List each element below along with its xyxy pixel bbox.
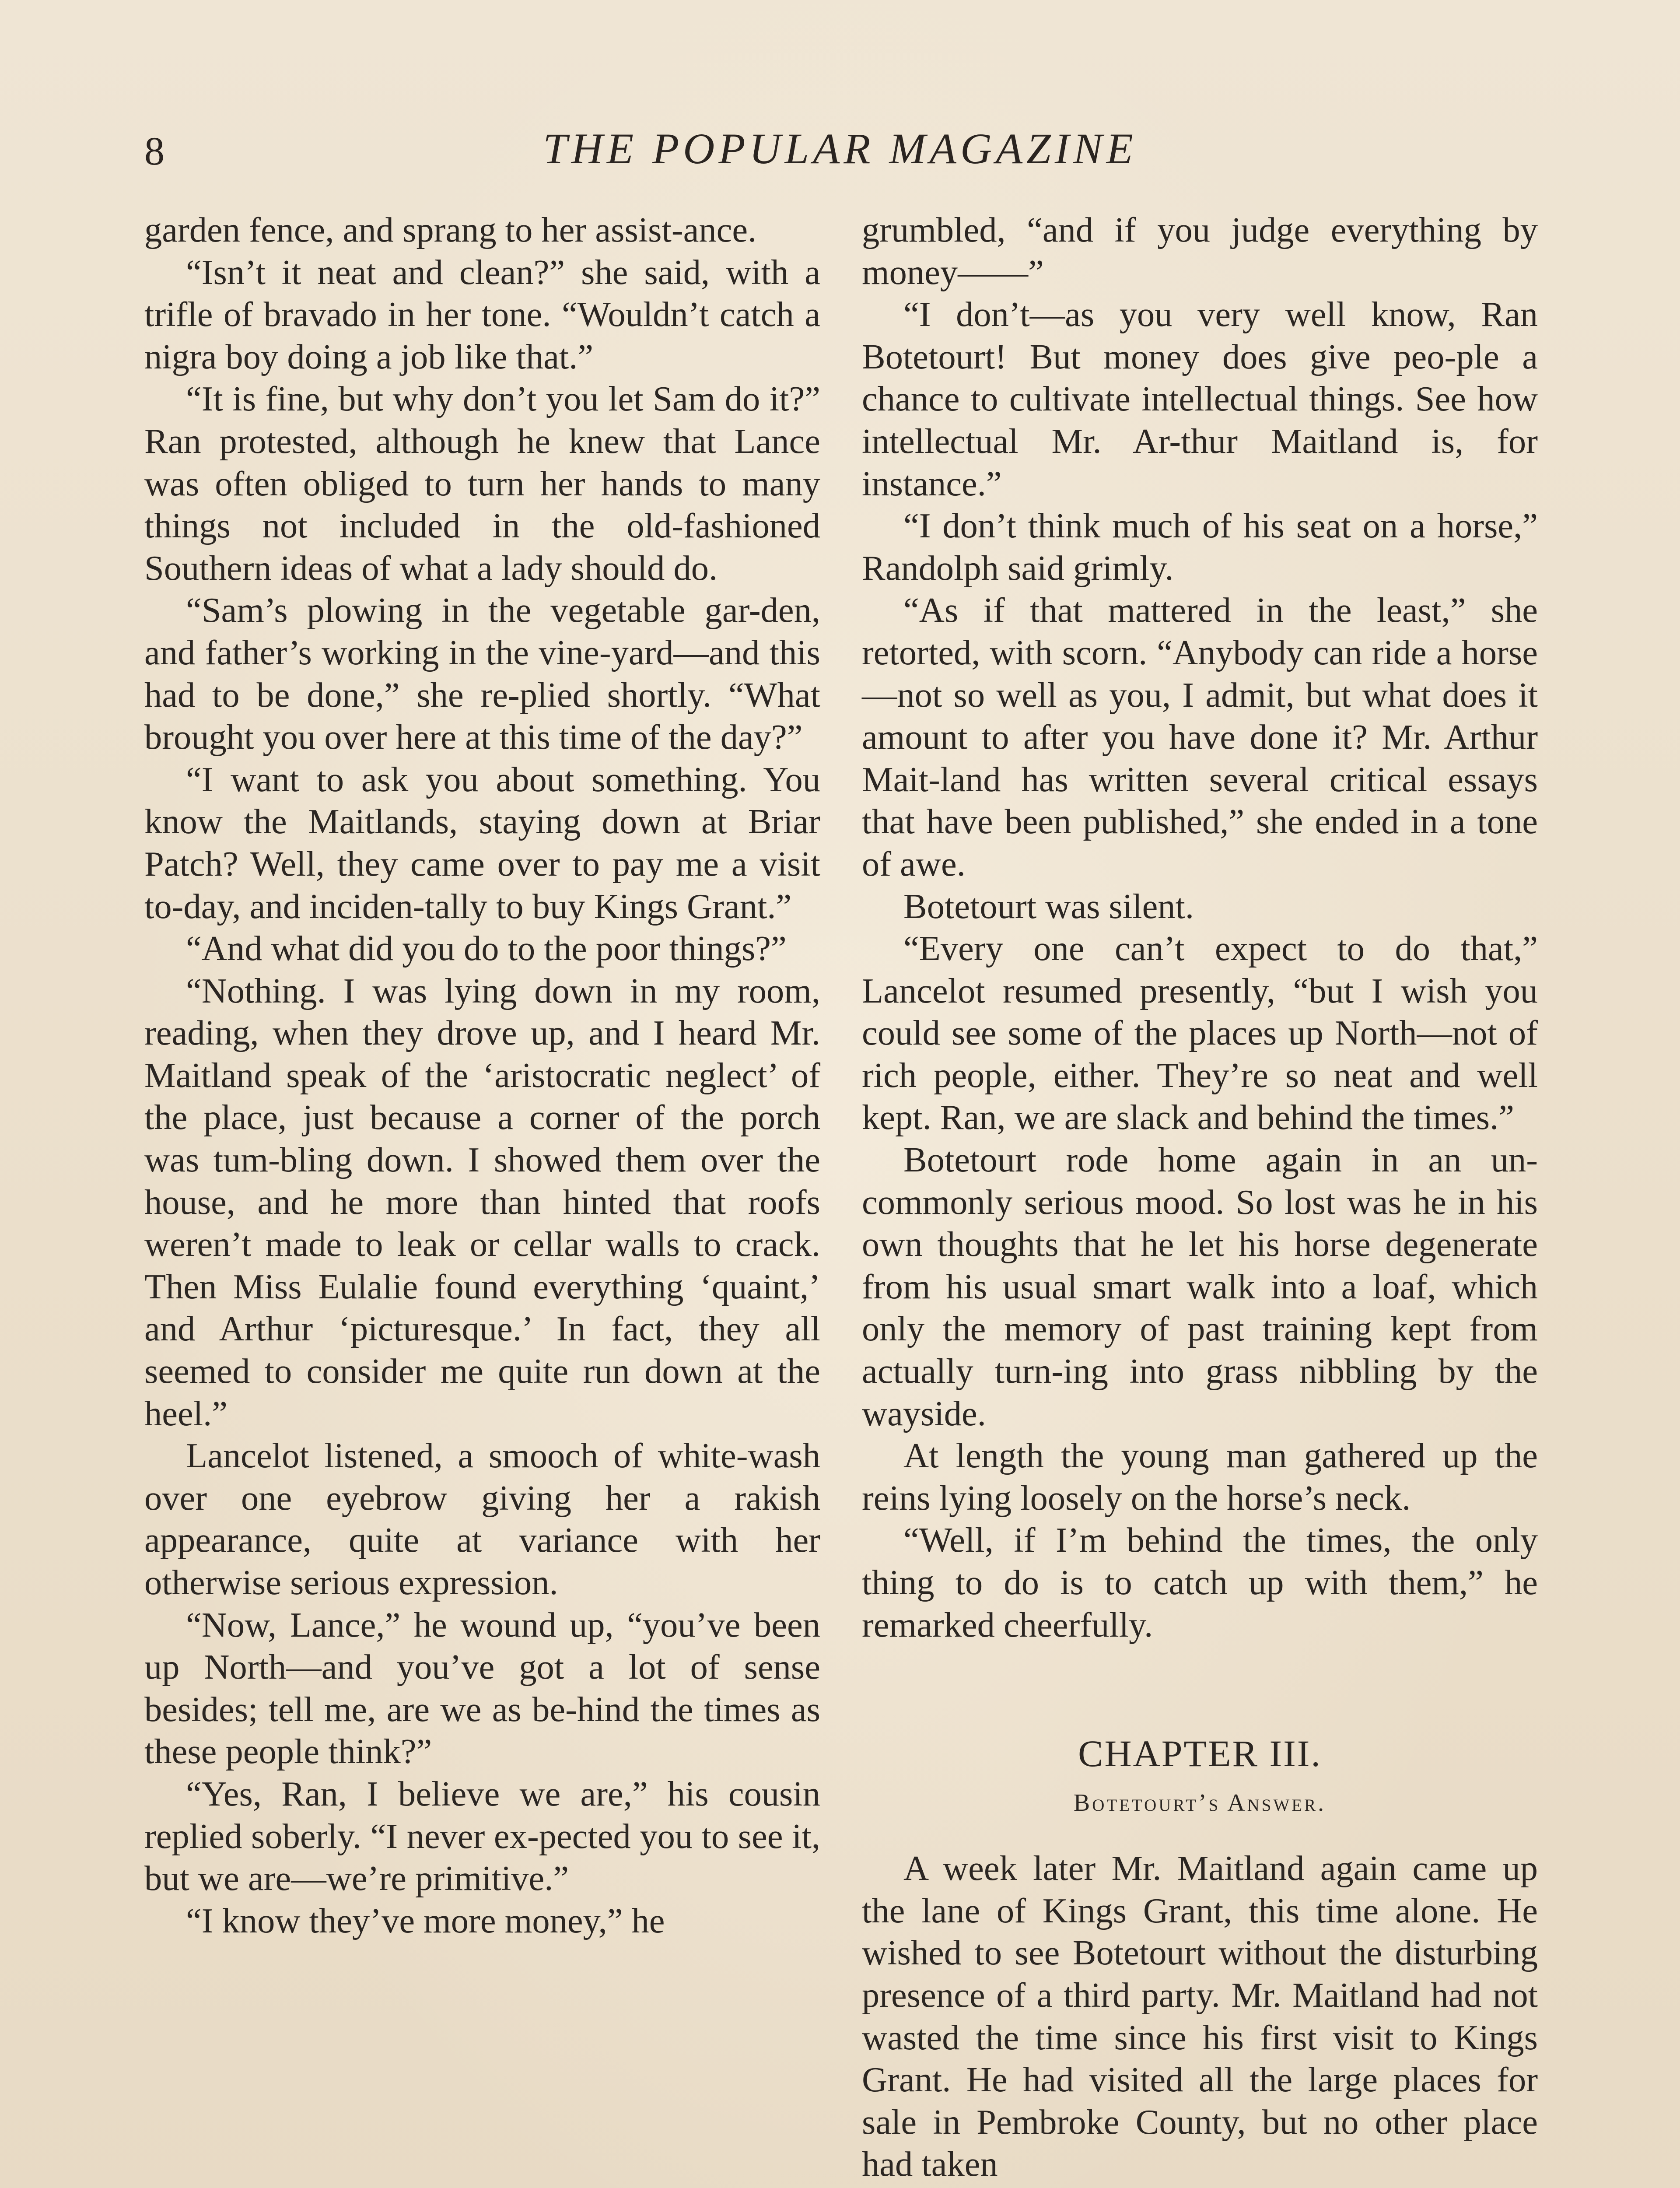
chapter-heading: CHAPTER III. [1078, 1732, 1322, 1775]
paragraph: “And what did you do to the poor things?” [186, 929, 787, 968]
paragraph: “It is fine, but why don’t you let Sam do it?” Ran protested, although he knew that Lance was often obliged to turn her hands to many things not included in the old-fashioned Southern ideas of what a lady should do. [144, 379, 820, 588]
page-number: 8 [144, 129, 164, 173]
paragraph: “Well, if I’m behind the times, the only thing to do is to catch up with them,” he remarked cheerfully. [862, 1521, 1538, 1645]
paragraph: “Yes, Ran, I believe we are,” his cousin replied soberly. “I never ex-pected you to see it, but we are—we’re primitive.” [144, 1774, 820, 1898]
paragraph: grumbled, “and if you judge everything by money——” [862, 210, 1538, 292]
paragraph: At length the young man gathered up the reins lying loosely on the horse’s neck. [862, 1436, 1538, 1518]
left-column [144, 209, 820, 1942]
paragraph: A week later Mr. Maitland again came up the lane of Kings Grant, this time alone. He wished to see Botetourt without the disturbing presence of a third party. Mr. Maitland had not wasted the time since his first visit to Kings Grant. He had visited all the large places for sale in Pembroke County, but no other place had taken [862, 1849, 1538, 2184]
paragraph: “Isn’t it neat and clean?” she said, with a trifle of bravado in her tone. “Wouldn’t catch a nigra boy doing a job like that.” [144, 252, 820, 376]
paragraph: Botetourt was silent. [903, 887, 1194, 926]
paragraph: “I don’t think much of his seat on a horse,” Randolph said grimly. [862, 506, 1538, 588]
paragraph: “As if that mattered in the least,” she retorted, with scorn. “Anybody can ride a horse—not so well as you, I admit, but what does it amount to after you have done it? Mr. Arthur Mait-land has written several critical essays that have been published,” she ended in a tone of awe. [862, 591, 1538, 884]
paragraph: Lancelot listened, a smooch of white-wash over one eyebrow giving her a rakish appearance, quite at variance with her otherwise serious expression. [144, 1436, 820, 1602]
paragraph: “I know they’ve more money,” he [186, 1901, 665, 1940]
right-column [862, 209, 1538, 2186]
page-header [144, 123, 1536, 184]
paragraph: “I don’t—as you very well know, Ran Botetourt! But money does give peo-ple a chance to cultivate intellectual things. See how intellectual Mr. Ar-thur Maitland is, for instance.” [862, 295, 1538, 503]
paragraph: garden fence, and sprang to her assist-ance. [144, 210, 757, 249]
running-title: THE POPULAR MAGAZINE [543, 124, 1137, 173]
paragraph: “Now, Lance,” he wound up, “you’ve been up North—and you’ve got a lot of sense besides; tell me, are we as be-hind the times as these people think?” [144, 1605, 820, 1771]
paragraph: “Every one can’t expect to do that,” Lancelot resumed presently, “but I wish you could see some of the places up North—not of rich people, either. They’re so neat and well kept. Ran, we are slack and behind the times.” [862, 929, 1538, 1137]
paragraph: “Sam’s plowing in the vegetable gar-den, and father’s working in the vine-yard—and this had to be done,” she re-plied shortly. “What brought you over here at this time of the day?” [144, 591, 820, 757]
paragraph: Botetourt rode home again in an un-commonly serious mood. So lost was he in his own thoughts that he let his horse degenerate from his usual smart walk into a loaf, which only the memory of past training kept from actually turn-ing into grass nibbling by the wayside. [862, 1140, 1538, 1433]
chapter-subtitle: Botetourt’s Answer. [1073, 1789, 1326, 1817]
paragraph: “Nothing. I was lying down in my room, reading, when they drove up, and I heard Mr. Maitland speak of the ‘aristocratic neglect’ of the place, just because a corner of the porch was tum-bling down. I showed them over the house, and he more than hinted that roofs weren’t made to leak or cellar walls to crack. Then Miss Eulalie found everything ‘quaint,’ and Arthur ‘picturesque.’ In fact, they all seemed to consider me quite run down at the heel.” [144, 971, 820, 1433]
paragraph: “I want to ask you about something. You know the Maitlands, staying down at Briar Patch? Well, they came over to pay me a visit to-day, and inciden-tally to buy Kings Grant.” [144, 760, 820, 926]
